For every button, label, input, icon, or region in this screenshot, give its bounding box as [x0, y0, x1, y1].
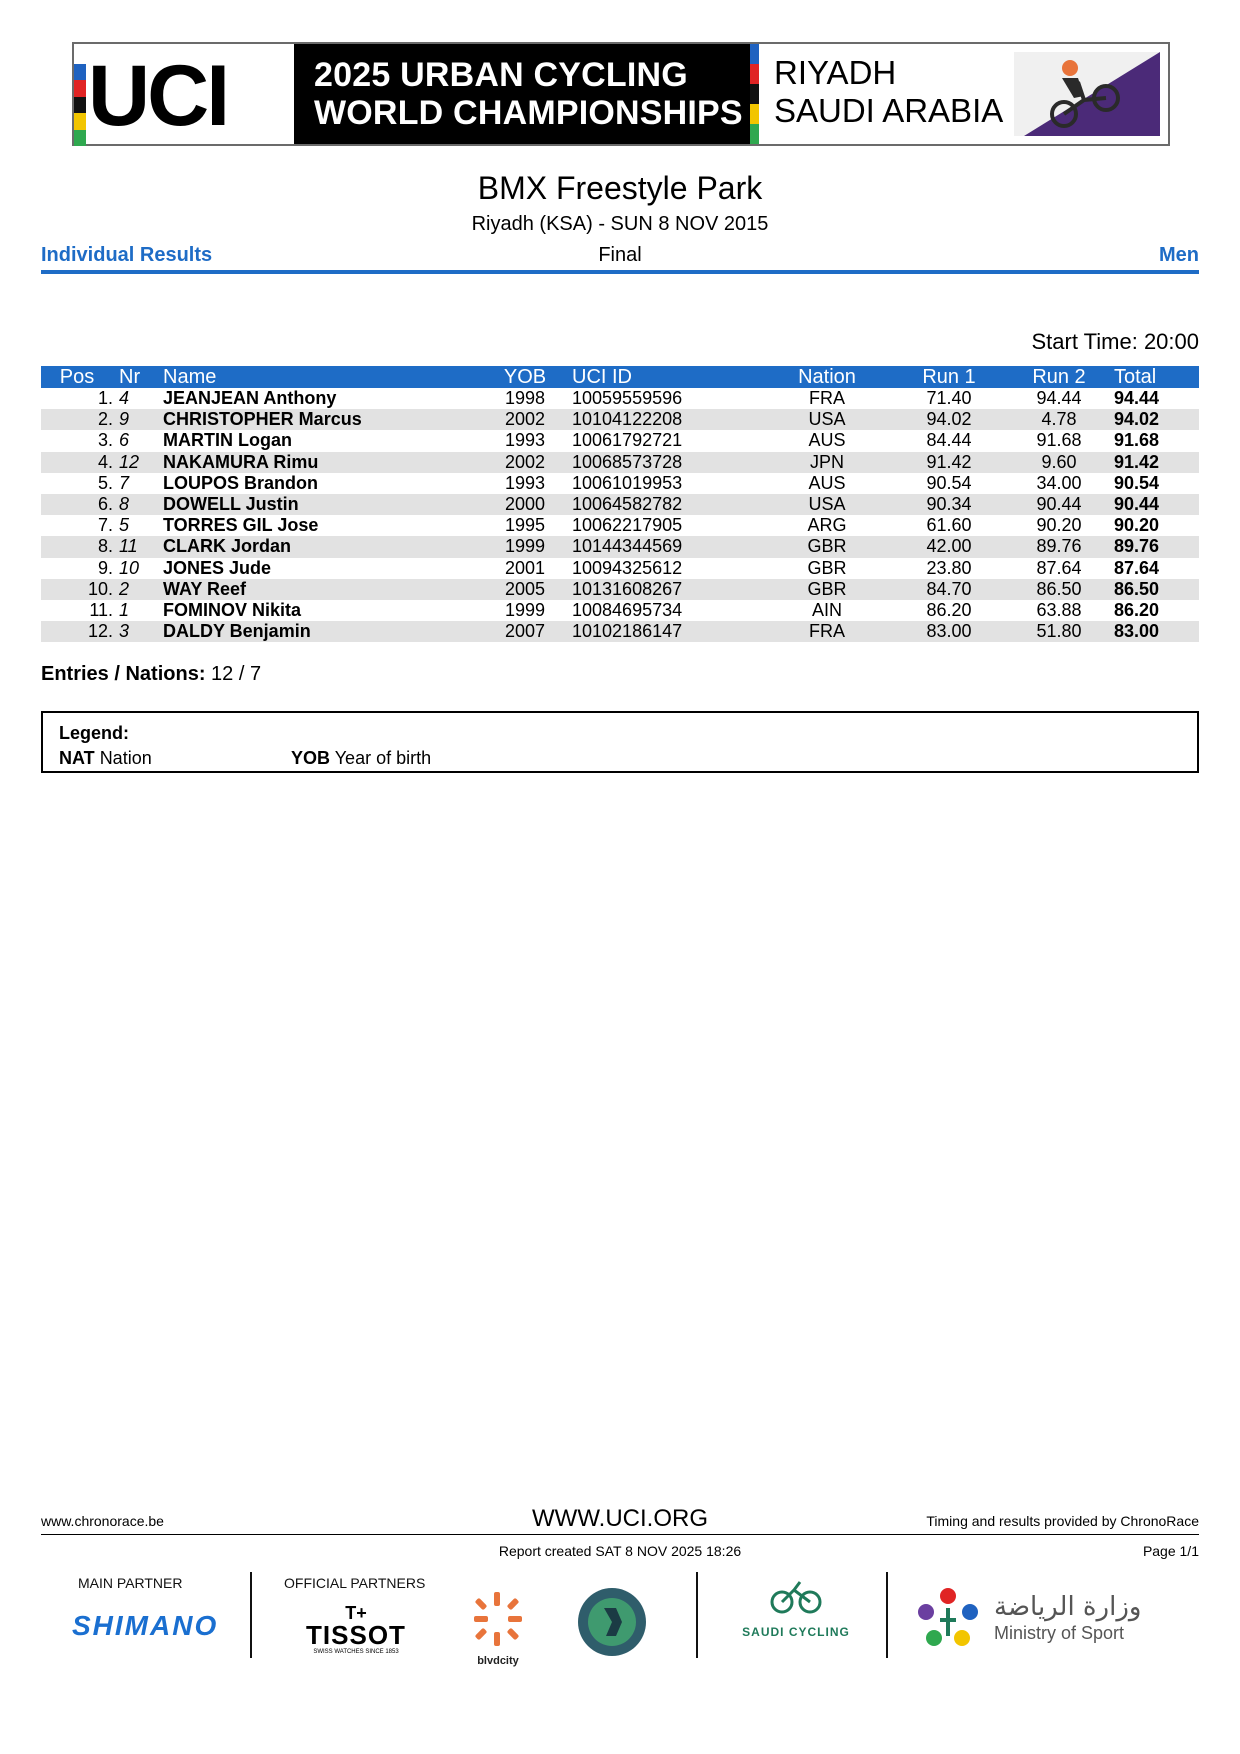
run2-score: 90.44 [1004, 494, 1114, 515]
nation: FRA [760, 621, 894, 642]
boulevard-city-logo [466, 1588, 530, 1668]
table-row [41, 621, 1199, 642]
total-score: 91.42 [1114, 452, 1199, 473]
championship-title-block [294, 44, 750, 144]
uci-id: 10102186147 [560, 621, 760, 642]
uci-logo: UCI [88, 48, 228, 144]
pos: 12. [41, 621, 113, 642]
entries-label: Entries / Nations: [41, 663, 206, 685]
table-row [41, 388, 1199, 409]
round-name: Final [598, 244, 642, 266]
run2-score: 51.80 [1004, 621, 1114, 642]
uci-id: 10061792721 [572, 430, 683, 451]
col-nr: Nr [113, 366, 163, 388]
tissot-logo [296, 1604, 416, 1656]
year-of-birth: 1995 [504, 515, 546, 536]
pos: 1. [97, 388, 113, 409]
total-score: 83.00 [1114, 621, 1199, 642]
rider-name: WAY Reef [163, 579, 490, 600]
bib-number: 10 [119, 557, 140, 578]
host-city: RIYADH [774, 54, 897, 91]
run2-score: 94.44 [1036, 388, 1082, 409]
rider-name: CLARK Jordan [163, 536, 490, 557]
pos: 3. [97, 430, 113, 451]
legend-abbr: YOB [291, 748, 331, 768]
pos: 6. [41, 494, 113, 515]
rider-name: JEANJEAN Anthony [163, 388, 337, 409]
year-of-birth: 1999 [504, 599, 546, 620]
rider-name: JONES Jude [163, 557, 272, 578]
uci-id: 10144344569 [560, 536, 760, 557]
total-score: 86.20 [1114, 599, 1160, 620]
uci-website-link[interactable]: WWW.UCI.ORG [532, 1505, 708, 1532]
uci-id: 10084695734 [572, 599, 683, 620]
footer-divider [41, 1534, 1199, 1535]
run1-score: 23.80 [926, 557, 972, 578]
uci-id: 10068573728 [560, 452, 760, 473]
bib-number: 3 [113, 621, 163, 642]
results-type: Individual Results [41, 244, 213, 266]
report-created: Report created SAT 8 NOV 2025 18:26 [498, 1543, 742, 1559]
total-score: 87.64 [1114, 557, 1160, 578]
saudi-cycling-bicycle-icon [766, 1576, 826, 1616]
ministry-name-arabic: وزارة الرياضة [994, 1592, 1142, 1622]
total-score: 91.68 [1114, 430, 1160, 451]
table-row [41, 579, 1199, 600]
championship-title-line1: 2025 URBAN CYCLING [314, 56, 688, 94]
nation: AUS [808, 472, 846, 493]
bib-number: 12 [113, 452, 163, 473]
col-run2: Run 2 [1004, 366, 1114, 388]
run1-score: 42.00 [894, 536, 1004, 557]
bib-number: 2 [113, 579, 163, 600]
table-row [41, 430, 1199, 451]
legend-item-yob [291, 746, 431, 770]
year-of-birth: 2002 [490, 452, 560, 473]
rainbow-stripe-mid [750, 44, 759, 144]
total-score: 90.54 [1114, 472, 1160, 493]
nation: USA [760, 494, 894, 515]
col-total: Total [1114, 366, 1199, 388]
shimano-logo: SHIMANO [72, 1610, 219, 1641]
bib-number: 7 [119, 472, 130, 493]
run1-score: 84.44 [926, 430, 972, 451]
legend-meaning: Nation [99, 748, 152, 768]
uci-id: 10094325612 [572, 557, 683, 578]
run1-score: 84.70 [894, 579, 1004, 600]
rainbow-stripe-left [74, 64, 86, 146]
tissot-cross-icon: T+ [345, 1603, 367, 1623]
event-title: BMX Freestyle Park [477, 170, 763, 206]
nation: ARG [807, 515, 847, 536]
uci-id: 10131608267 [560, 579, 760, 600]
nation: FRA [809, 388, 845, 409]
run2-score: 86.50 [1004, 579, 1114, 600]
run1-score: 61.60 [926, 515, 972, 536]
ministry-emblem-icon [910, 1580, 986, 1656]
uci-id: 10104122208 [560, 409, 760, 430]
pos: 2. [41, 409, 113, 430]
year-of-birth: 1999 [490, 536, 560, 557]
nation: USA [760, 409, 894, 430]
event-subtitle: Riyadh (KSA) - SUN 8 NOV 2015 [471, 213, 769, 235]
year-of-birth: 2000 [490, 494, 560, 515]
entries-value: 12 / 7 [211, 663, 262, 685]
table-row [41, 409, 1199, 430]
table-row [41, 494, 1199, 515]
legend-meaning: Year of birth [334, 748, 432, 768]
year-of-birth: 2001 [504, 557, 546, 578]
saudi-cycling-logo [736, 1576, 856, 1639]
bib-number: 4 [119, 388, 130, 409]
nation: GBR [760, 579, 894, 600]
bib-number: 1 [119, 599, 130, 620]
category: Men [1159, 244, 1199, 266]
pos: 9. [97, 557, 113, 578]
total-score: 90.20 [1114, 515, 1160, 536]
bib-number: 11 [113, 536, 163, 557]
col-pos: Pos [41, 366, 113, 388]
pos: 5. [97, 472, 113, 493]
host-location [774, 54, 1003, 130]
run2-score: 89.76 [1004, 536, 1114, 557]
total-score: 94.44 [1114, 388, 1160, 409]
year-of-birth: 2005 [490, 579, 560, 600]
championship-title-line2: WORLD CHAMPIONSHIPS [314, 94, 743, 132]
uci-id: 10064582782 [560, 494, 760, 515]
table-row [41, 600, 1199, 621]
official-partners-label: OFFICIAL PARTNERS [284, 1575, 426, 1591]
start-time: Start Time: 20:00 [1031, 329, 1199, 354]
rider-name: FOMINOV Nikita [163, 599, 302, 620]
run2-score: 4.78 [1004, 409, 1114, 430]
pos: 10. [41, 579, 113, 600]
nation: GBR [807, 557, 847, 578]
sponsor-divider [886, 1572, 888, 1658]
total-score: 90.44 [1114, 494, 1199, 515]
legend-box [41, 711, 1199, 773]
nation: JPN [760, 452, 894, 473]
ministry-of-sport-logo [994, 1592, 1141, 1644]
year-of-birth: 1998 [504, 388, 546, 409]
host-country: SAUDI ARABIA [774, 92, 1004, 129]
bmx-rider-icon [1014, 52, 1160, 136]
run1-score: 86.20 [926, 599, 972, 620]
year-of-birth: 1993 [504, 472, 546, 493]
run1-score: 91.42 [894, 452, 1004, 473]
sponsor-divider [696, 1572, 698, 1658]
tissot-wordmark: TISSOT [306, 1620, 406, 1650]
ministry-name-english: Ministry of Sport [994, 1623, 1125, 1643]
total-score: 89.76 [1114, 536, 1199, 557]
rider-name: MARTIN Logan [163, 430, 292, 451]
sponsor-divider [250, 1572, 252, 1658]
run1-score: 90.54 [926, 472, 972, 493]
pos: 8. [41, 536, 113, 557]
run2-score: 87.64 [1036, 557, 1082, 578]
main-partner-label: MAIN PARTNER [78, 1575, 183, 1591]
bib-number: 6 [119, 430, 130, 451]
table-row [41, 536, 1199, 557]
col-nation: Nation [760, 366, 894, 388]
rider-name: DALDY Benjamin [163, 621, 490, 642]
run2-score: 63.88 [1036, 599, 1082, 620]
chronorace-link[interactable]: www.chronorace.be [41, 1513, 164, 1529]
event-banner [72, 42, 1170, 146]
run2-score: 9.60 [1004, 452, 1114, 473]
total-score: 94.02 [1114, 409, 1199, 430]
page-number: Page 1/1 [1142, 1543, 1199, 1559]
year-of-birth: 2002 [490, 409, 560, 430]
col-run1: Run 1 [894, 366, 1004, 388]
col-yob: YOB [490, 366, 560, 388]
run1-score: 90.34 [894, 494, 1004, 515]
run2-score: 34.00 [1036, 472, 1082, 493]
edamah-logo-icon [576, 1586, 648, 1658]
rider-name: DOWELL Justin [163, 494, 490, 515]
nation: AUS [808, 430, 846, 451]
table-row [41, 558, 1199, 579]
rider-name: TORRES GIL Jose [163, 515, 319, 536]
tissot-tagline: SWISS WATCHES SINCE 1853 [313, 1649, 399, 1655]
table-row [41, 452, 1199, 473]
results-table [41, 366, 1199, 642]
legend-title: Legend: [59, 723, 129, 743]
col-name: Name [163, 366, 490, 388]
bib-number: 5 [119, 515, 130, 536]
pos: 4. [41, 452, 113, 473]
results-info-bar [41, 240, 1199, 274]
bib-number: 8 [113, 494, 163, 515]
uci-id: 10061019953 [572, 472, 683, 493]
boulevard-city-wordmark: blvdcity [477, 1655, 519, 1667]
table-header [41, 366, 1199, 388]
saudi-cycling-wordmark: SAUDI CYCLING [742, 1625, 850, 1639]
uci-id: 10059559596 [572, 388, 683, 409]
rider-name: LOUPOS Brandon [163, 472, 319, 493]
legend-abbr: NAT [59, 748, 95, 768]
col-uci-id: UCI ID [560, 366, 760, 388]
run2-score: 90.20 [1036, 515, 1082, 536]
legend-item-nat [59, 746, 152, 770]
run1-score: 71.40 [926, 388, 972, 409]
pos: 11. [89, 599, 113, 620]
bib-number: 9 [113, 409, 163, 430]
timing-credit: Timing and results provided by ChronoRace [926, 1513, 1199, 1529]
run1-score: 94.02 [894, 409, 1004, 430]
uci-id: 10062217905 [572, 515, 683, 536]
entries-summary [41, 661, 261, 687]
table-row [41, 515, 1199, 536]
rider-name: NAKAMURA Rimu [163, 452, 490, 473]
rider-name: CHRISTOPHER Marcus [163, 409, 490, 430]
total-score: 86.50 [1114, 579, 1199, 600]
nation: GBR [760, 536, 894, 557]
year-of-birth: 2007 [490, 621, 560, 642]
run2-score: 91.68 [1036, 430, 1082, 451]
run1-score: 83.00 [894, 621, 1004, 642]
nation: AIN [811, 599, 842, 620]
year-of-birth: 1993 [504, 430, 546, 451]
table-row [41, 473, 1199, 494]
pos: 7. [97, 515, 113, 536]
